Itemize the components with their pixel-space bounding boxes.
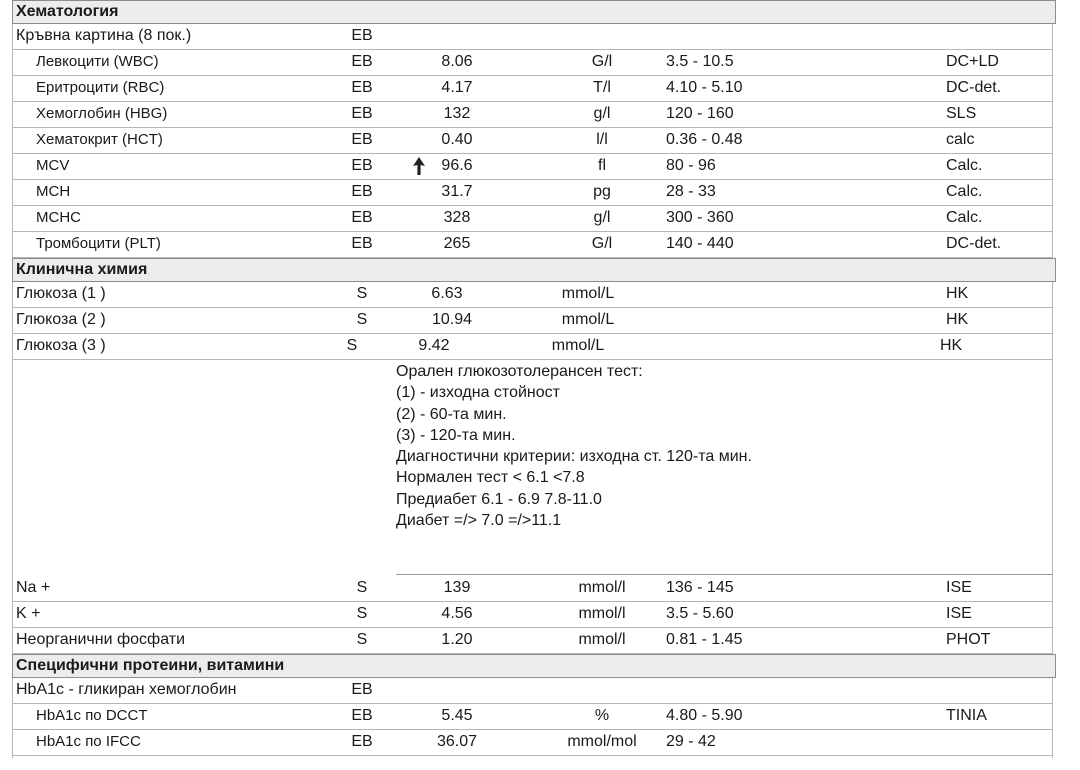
test-name: K +	[16, 605, 41, 622]
unit: mmol/l	[578, 631, 626, 648]
reference-range: 0.81 - 1.45	[666, 631, 743, 648]
result-value: 9.42	[418, 337, 450, 354]
table-row-rbc	[12, 75, 1053, 102]
table-row-mch	[12, 179, 1053, 206]
material: EB	[351, 105, 373, 122]
reference-range: 28 - 33	[666, 183, 716, 200]
result-value: 328	[443, 209, 471, 226]
method: DC-det.	[946, 235, 1002, 252]
test-name: Хемоглобин (HBG)	[36, 105, 168, 122]
material: EB	[351, 681, 373, 698]
table-row-mcv	[12, 153, 1053, 180]
test-name: Кръвна картина (8 пок.)	[16, 27, 192, 44]
method: Calc.	[946, 209, 983, 226]
material: EB	[351, 53, 373, 70]
result-value: 4.17	[441, 79, 473, 96]
reference-range: 3.5 - 10.5	[666, 53, 734, 70]
table-row-glucose-1	[12, 281, 1053, 308]
reference-range: 140 - 440	[666, 235, 734, 252]
note-line: Предиабет 6.1 - 6.9 7.8-11.0	[396, 490, 602, 508]
reference-range: 120 - 160	[666, 105, 734, 122]
section-header-proteins: Специфични протеини, витамини	[12, 654, 1056, 678]
unit: l/l	[596, 131, 608, 148]
table-row-plt	[12, 231, 1053, 258]
reference-range: 3.5 - 5.60	[666, 605, 734, 622]
method: SLS	[946, 105, 977, 122]
method: HK	[940, 337, 963, 354]
reference-range: 29 - 42	[666, 733, 716, 750]
test-name: MCV	[36, 157, 70, 174]
material: EB	[351, 235, 373, 252]
section-header-chemistry: Клинична химия	[12, 258, 1056, 282]
table-row-sodium	[12, 575, 1053, 602]
note-line: (3) - 120-та мин.	[396, 426, 516, 444]
unit: G/l	[591, 53, 613, 70]
test-name: MCH	[36, 183, 71, 200]
unit: mmol/L	[551, 337, 605, 354]
table-row-wbc	[12, 49, 1053, 76]
reference-range: 136 - 145	[666, 579, 734, 596]
reference-range: 4.10 - 5.10	[666, 79, 743, 96]
reference-range: 4.80 - 5.90	[666, 707, 743, 724]
material: S	[356, 605, 368, 622]
material: EB	[351, 707, 373, 724]
panel-row-blood-count	[12, 23, 1053, 50]
note-line: (2) - 60-та мин.	[396, 405, 507, 423]
unit: mmol/L	[561, 285, 615, 302]
test-name: HbA1c по IFCC	[36, 733, 141, 750]
result-value: 31.7	[441, 183, 473, 200]
method: ISE	[946, 579, 972, 596]
note-line: Орален глюкозотолерансен тест:	[396, 363, 643, 380]
result-value: 4.56	[441, 605, 473, 622]
unit: %	[594, 707, 610, 724]
note-line: (1) - изходна стойност	[396, 384, 560, 402]
ogtt-note	[396, 361, 1046, 531]
result-value: 265	[443, 235, 471, 252]
result-value: 96.6	[441, 157, 473, 174]
result-value: 1.20	[441, 631, 473, 648]
method: TINIA	[946, 707, 987, 724]
result-value: 132	[443, 105, 471, 122]
reference-range: 0.36 - 0.48	[666, 131, 743, 148]
test-name: Глюкоза (3 )	[16, 337, 106, 354]
test-name: Хематокрит (HCT)	[36, 131, 163, 148]
table-row-glucose-3	[12, 333, 1053, 360]
material: EB	[351, 131, 373, 148]
method: PHOT	[946, 631, 991, 648]
material: EB	[351, 183, 373, 200]
test-name: HbA1c по DCCT	[36, 707, 148, 724]
material: S	[356, 285, 368, 302]
note-line: Диагностични критерии: изходна ст. 120-та мин.	[396, 448, 752, 466]
material: EB	[351, 79, 373, 96]
unit: fl	[598, 157, 606, 174]
method: HK	[946, 311, 969, 328]
panel-row-hba1c	[12, 677, 1053, 704]
lab-results-sheet	[12, 0, 1053, 758]
material: EB	[351, 157, 373, 174]
material: S	[356, 579, 368, 596]
unit: G/l	[591, 235, 613, 252]
test-name: Левкоцити (WBC)	[36, 53, 159, 70]
unit: pg	[593, 183, 611, 200]
note-line: Нормален тест < 6.1 <7.8	[396, 469, 585, 487]
test-name: Неорганични фосфати	[16, 631, 185, 648]
method: Calc.	[946, 183, 983, 200]
material: EB	[351, 27, 373, 44]
table-row-glucose-2	[12, 307, 1053, 334]
unit: mmol/mol	[567, 733, 637, 750]
test-name: Тромбоцити (PLT)	[36, 235, 161, 252]
table-row-hba1c-ifcc	[12, 729, 1053, 756]
method: Calc.	[946, 157, 983, 174]
test-name: Еритроцити (RBC)	[36, 79, 165, 96]
table-row-hba1c-dcct	[12, 703, 1053, 730]
result-value: 139	[443, 579, 471, 596]
material: EB	[351, 733, 373, 750]
method: DC-det.	[946, 79, 1002, 96]
material: S	[356, 311, 368, 328]
result-value: 6.63	[431, 285, 463, 302]
unit: mmol/L	[561, 311, 615, 328]
test-name: Глюкоза (2 )	[16, 311, 106, 328]
reference-range: 300 - 360	[666, 209, 734, 226]
material: S	[356, 631, 368, 648]
test-name: HbA1c - гликиран хемоглобин	[16, 681, 237, 698]
method: calc	[946, 131, 975, 148]
section-header-hematology: Хематология	[12, 0, 1056, 24]
test-name: MCHC	[36, 209, 81, 226]
unit: g/l	[593, 209, 611, 226]
material: S	[346, 337, 358, 354]
unit: T/l	[593, 79, 611, 96]
method: ISE	[946, 605, 972, 622]
result-value: 36.07	[436, 733, 478, 750]
table-row-potassium	[12, 601, 1053, 628]
table-row-hbg	[12, 101, 1053, 128]
material: EB	[351, 209, 373, 226]
unit: mmol/l	[578, 579, 626, 596]
result-value: 0.40	[441, 131, 473, 148]
table-row-phosphate	[12, 627, 1053, 654]
table-row-mchc	[12, 205, 1053, 232]
result-value: 5.45	[441, 707, 473, 724]
result-value: 10.94	[431, 311, 473, 328]
reference-range: 80 - 96	[666, 157, 716, 174]
method: DC+LD	[946, 53, 999, 70]
note-line: Диабет =/> 7.0 =/>11.1	[396, 512, 562, 530]
unit: mmol/l	[578, 605, 626, 622]
test-name: Na +	[16, 579, 51, 596]
table-row-hct	[12, 127, 1053, 154]
unit: g/l	[593, 105, 611, 122]
result-value: 8.06	[441, 53, 473, 70]
method: HK	[946, 285, 969, 302]
test-name: Глюкоза (1 )	[16, 285, 106, 302]
